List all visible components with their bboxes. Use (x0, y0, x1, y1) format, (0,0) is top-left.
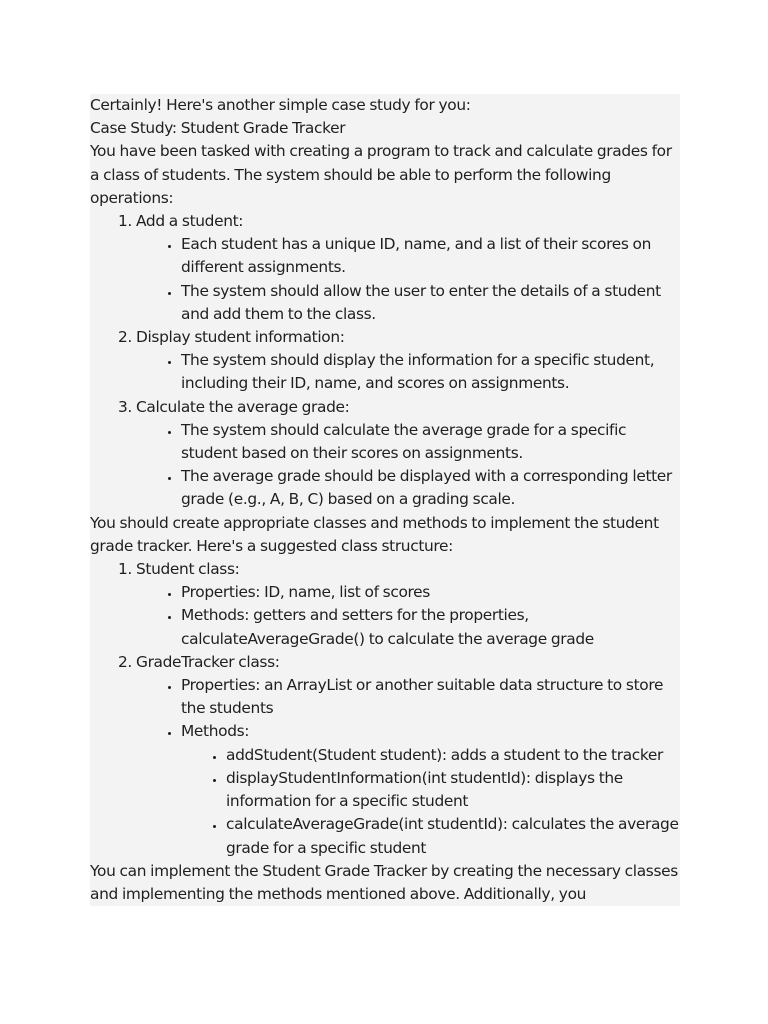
method-item: • calculateAverageGrade(int studentId): calculates the average grade for a specific student (226, 813, 680, 859)
operation-label: Calculate the average grade: (136, 397, 350, 416)
class-bullets (136, 581, 680, 651)
bullet-item: • Properties: ID, name, list of scores (181, 581, 680, 604)
bullet-item: • The system should calculate the average grade for a specific student based on their scores on assignments. (181, 419, 680, 465)
document-page (90, 94, 680, 906)
operation-label: Add a student: (136, 212, 244, 231)
methods-label: Methods: (181, 722, 250, 741)
class-label: Student class: (136, 560, 240, 579)
operations-list (90, 210, 680, 512)
operation-bullets (136, 349, 680, 395)
class-structure-list (90, 558, 680, 860)
class-label: GradeTracker class: (136, 652, 280, 671)
classes-intro-paragraph: You should create appropriate classes and methods to implement the student grade tracker. Here's a suggested class structure: (90, 513, 659, 555)
closing-paragraph: You can implement the Student Grade Tracker by creating the necessary classes and implementing the methods mentioned above. Additionally, you (90, 861, 678, 903)
method-item: • addStudent(Student student): adds a student to the tracker (226, 744, 680, 767)
operation-item (136, 210, 680, 326)
operation-item (136, 326, 680, 396)
bullet-item: • The system should display the information for a specific student, including their ID, name, and scores on assignments. (181, 349, 680, 395)
operation-bullets (136, 233, 680, 326)
bullet-item: • The system should allow the user to enter the details of a student and add them to the class. (181, 280, 680, 326)
class-item (136, 558, 680, 651)
bullet-item: • Each student has a unique ID, name, and a list of their scores on different assignments. (181, 233, 680, 279)
class-bullets (136, 674, 680, 860)
task-paragraph: You have been tasked with creating a program to track and calculate grades for a class of students. The system should be able to perform the following operations: (90, 142, 672, 207)
operation-label: Display student information: (136, 328, 345, 347)
bullet-item: • The average grade should be displayed with a corresponding letter grade (e.g., A, B, C) based on a grading scale. (181, 465, 680, 511)
intro-line: Certainly! Here's another simple case study for you: (90, 96, 471, 114)
operation-item (136, 396, 680, 512)
method-item: • displayStudentInformation(int studentId): displays the information for a specific student (226, 767, 680, 813)
operation-bullets (136, 419, 680, 512)
methods-bullets (181, 744, 680, 860)
bullet-item (181, 720, 680, 859)
bullet-item: • Properties: an ArrayList or another suitable data structure to store the students (181, 674, 680, 720)
bullet-item: • Methods: getters and setters for the properties, calculateAverageGrade() to calculate the average grade (181, 604, 680, 650)
case-study-title: Case Study: Student Grade Tracker (90, 119, 346, 138)
class-item (136, 651, 680, 860)
